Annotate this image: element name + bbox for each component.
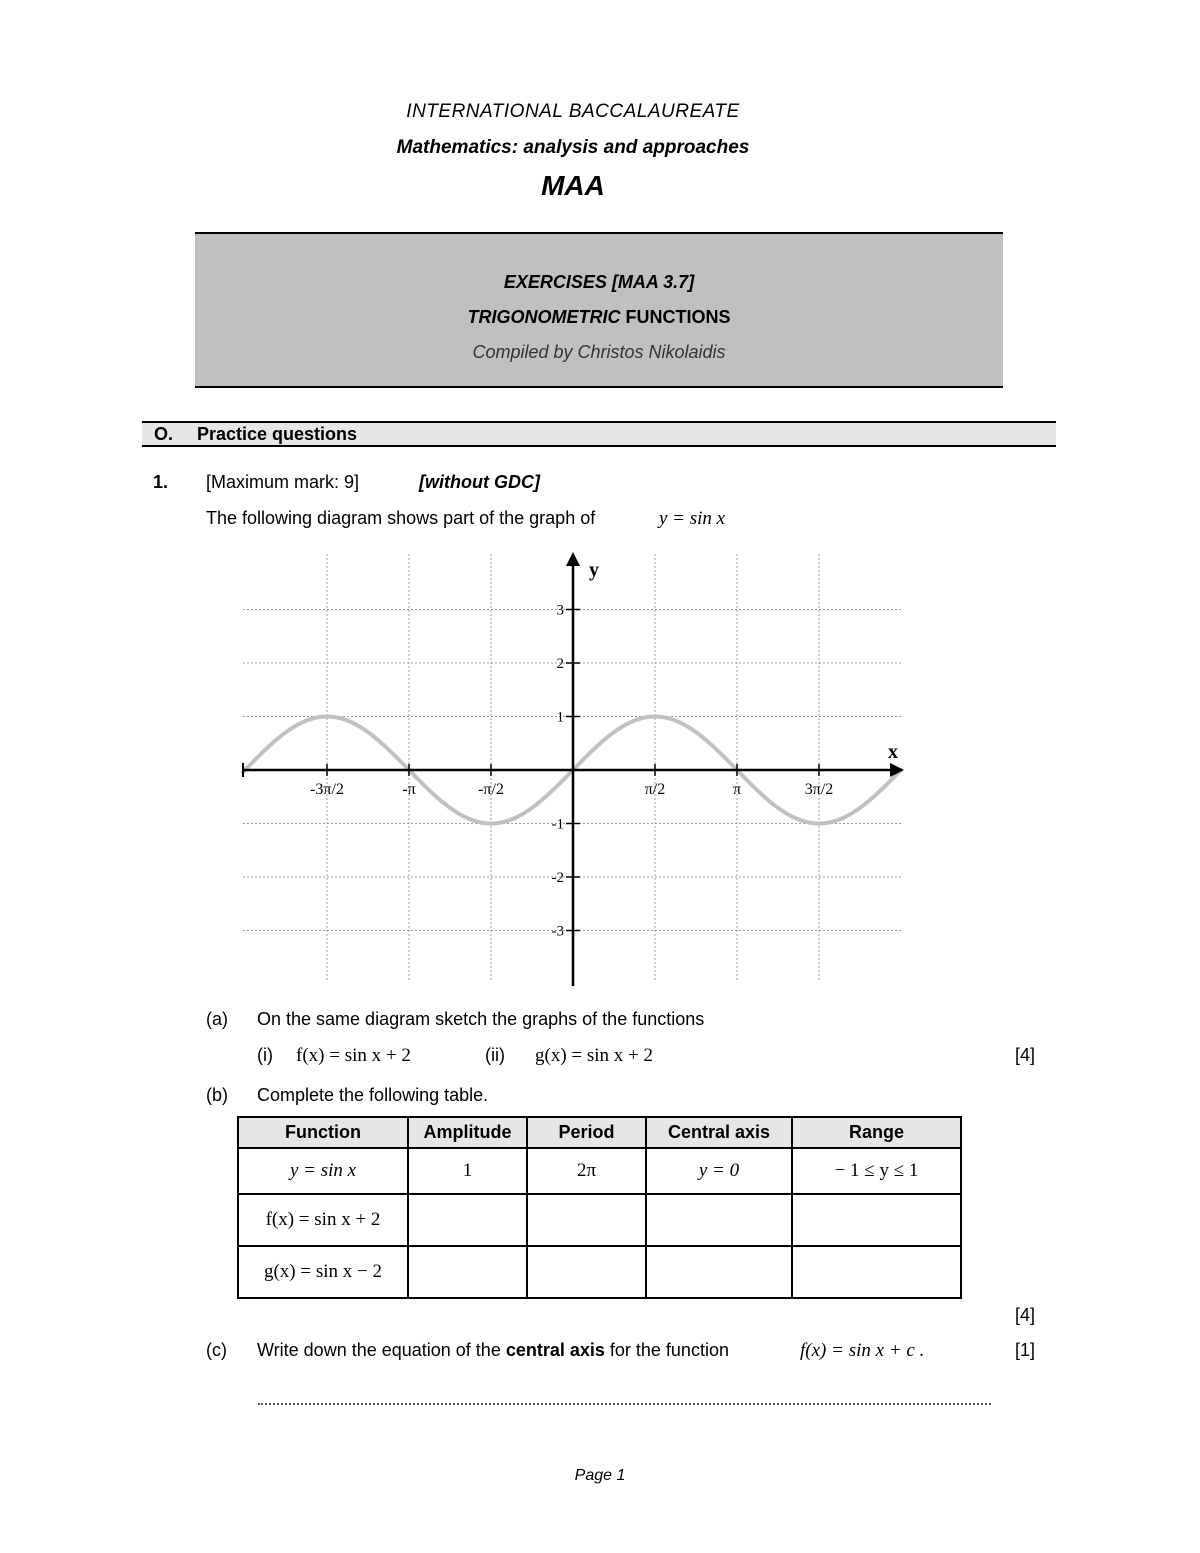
- table-cell: 1: [408, 1148, 527, 1194]
- part-a-text: On the same diagram sketch the graphs of the functions: [257, 1009, 705, 1029]
- part-c-marks: [1]: [1015, 1340, 1036, 1360]
- answer-line[interactable]: [258, 1403, 991, 1405]
- table-cell: − 1 ≤ y ≤ 1: [792, 1148, 961, 1194]
- y-tick-label: -3: [551, 923, 564, 940]
- table-row: [238, 1148, 961, 1194]
- y-tick-label: 2: [556, 656, 564, 672]
- x-tick-label: -π/2: [478, 781, 504, 798]
- y-tick-label: -1: [551, 816, 564, 833]
- part-a-i-formula: f(x) = sin x + 2: [296, 1045, 411, 1066]
- part-c-text-after: for the function: [604, 1340, 729, 1360]
- title-box: [195, 232, 1003, 388]
- part-b-text: Complete the following table.: [257, 1085, 489, 1105]
- header-code: MAA: [541, 170, 605, 201]
- table-header-row: [238, 1117, 961, 1148]
- part-c-label: (c): [206, 1340, 227, 1360]
- table-header: Function: [238, 1117, 408, 1148]
- table-cell: y = 0: [646, 1148, 792, 1194]
- x-tick-label: π/2: [644, 781, 666, 798]
- question-number: 1.: [153, 472, 169, 492]
- part-a-marks: [4]: [1015, 1045, 1036, 1065]
- title-author: Compiled by Christos Nikolaidis: [472, 342, 726, 362]
- question-intro: The following diagram shows part of the graph of: [206, 508, 596, 528]
- x-axis-label: x: [888, 741, 898, 763]
- y-axis-label: y: [589, 559, 599, 581]
- part-c-text-bold: central axis: [505, 1340, 605, 1360]
- part-c-text: [257, 1340, 729, 1361]
- header-course: Mathematics: analysis and approaches: [396, 137, 750, 158]
- title-topic-rest: FUNCTIONS: [620, 307, 731, 327]
- table-cell-empty[interactable]: [408, 1246, 527, 1298]
- answer-table: [237, 1116, 962, 1299]
- table-header: Amplitude: [408, 1117, 527, 1148]
- question-gdc: [without GDC]: [419, 472, 540, 492]
- page-number: Page 1: [574, 1467, 626, 1484]
- question-intro-formula: y = sin x: [659, 508, 726, 529]
- section-number: O.: [154, 424, 174, 444]
- x-tick-label: π: [732, 781, 742, 798]
- table-cell-empty[interactable]: [792, 1194, 961, 1246]
- x-tick-label: 3π/2: [804, 781, 834, 798]
- y-tick-label: 1: [556, 709, 564, 726]
- part-a-i-label: (i): [257, 1045, 273, 1065]
- axes: [243, 552, 904, 986]
- part-c-text-before: Write down the equation of the: [257, 1340, 506, 1360]
- y-axis-arrow: [566, 552, 580, 566]
- title-topic-italic: TRIGONOMETRIC: [467, 307, 621, 327]
- title-exercises: EXERCISES [MAA 3.7]: [503, 272, 695, 292]
- section-title: Practice questions: [197, 424, 358, 444]
- header-organization: INTERNATIONAL BACCALAUREATE: [406, 101, 740, 122]
- table-cell-empty[interactable]: [408, 1194, 527, 1246]
- table-cell: y = sin x: [238, 1148, 408, 1194]
- table-row: [238, 1246, 961, 1298]
- table-header: Range: [792, 1117, 961, 1148]
- table-cell: f(x) = sin x + 2: [238, 1194, 408, 1246]
- x-tick-label: -3π/2: [310, 781, 344, 798]
- sine-graph: [238, 548, 908, 988]
- table-cell-empty[interactable]: [646, 1194, 792, 1246]
- part-a-label: (a): [206, 1009, 228, 1029]
- section-bar: [142, 421, 1056, 447]
- table-cell-empty[interactable]: [792, 1246, 961, 1298]
- part-a-ii-label: (ii): [485, 1045, 505, 1065]
- table-row: [238, 1194, 961, 1246]
- y-tick-label: 3: [556, 602, 564, 619]
- question-max-mark: [Maximum mark: 9]: [206, 472, 360, 492]
- part-c-formula: [800, 1340, 924, 1362]
- table-cell-empty[interactable]: [527, 1246, 646, 1298]
- table-cell-empty[interactable]: [527, 1194, 646, 1246]
- x-tick-label: -π: [402, 781, 416, 798]
- table-cell: 2π: [527, 1148, 646, 1194]
- y-tick-label: -2: [551, 870, 564, 886]
- part-c-period: .: [919, 1340, 925, 1361]
- part-b-label: (b): [206, 1085, 228, 1105]
- table-header: Central axis: [646, 1117, 792, 1148]
- table-cell: g(x) = sin x − 2: [238, 1246, 408, 1298]
- part-a-ii-formula: g(x) = sin x + 2: [535, 1045, 654, 1066]
- part-b-marks: [4]: [1015, 1305, 1036, 1325]
- title-topic: [195, 307, 1003, 328]
- part-c-formula-text: f(x) = sin x + c: [800, 1340, 915, 1361]
- table-cell-empty[interactable]: [646, 1246, 792, 1298]
- table-header: Period: [527, 1117, 646, 1148]
